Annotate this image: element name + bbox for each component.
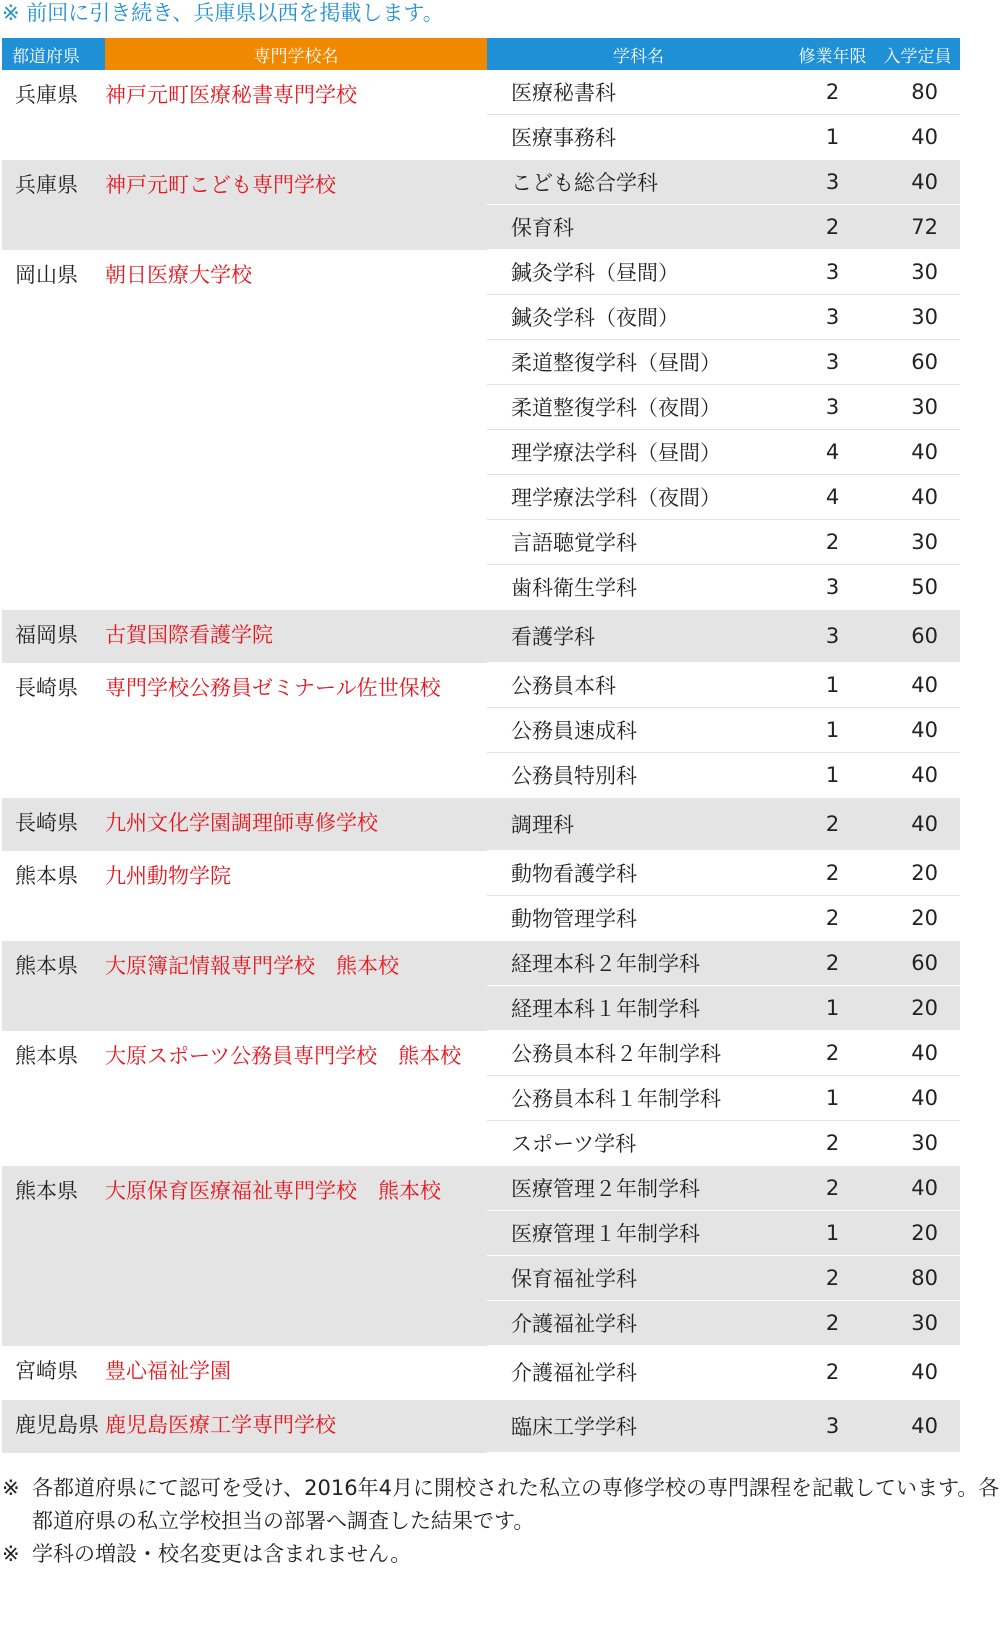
- capacity-cell: 40: [875, 753, 960, 798]
- school-name-cell: 大原簿記情報専門学校 熊本校: [105, 941, 487, 1031]
- prefecture-cell: 熊本県: [2, 941, 105, 1031]
- department-cell: 医療管理１年制学科: [487, 1211, 790, 1256]
- years-cell: 3: [790, 565, 875, 610]
- department-cell: こども総合学科: [487, 160, 790, 205]
- years-cell: 2: [790, 1256, 875, 1301]
- capacity-cell: 60: [875, 340, 960, 385]
- footnote-mark: ※: [2, 1542, 20, 1566]
- table-row: [2, 798, 960, 851]
- table-row: [2, 70, 960, 115]
- years-cell: 2: [790, 1346, 875, 1400]
- capacity-cell: 40: [875, 1031, 960, 1076]
- years-cell: 1: [790, 663, 875, 708]
- table-header-row: [2, 38, 960, 70]
- prefecture-cell: 鹿児島県: [2, 1399, 105, 1453]
- years-cell: 2: [790, 1166, 875, 1211]
- table-row: [2, 1346, 960, 1400]
- years-cell: 3: [790, 610, 875, 663]
- years-cell: 2: [790, 1121, 875, 1166]
- years-cell: 1: [790, 986, 875, 1031]
- school-name-cell: 古賀国際看護学院: [105, 610, 487, 663]
- department-cell: 介護福祉学科: [487, 1346, 790, 1400]
- years-cell: 2: [790, 70, 875, 115]
- capacity-cell: 20: [875, 896, 960, 941]
- prefecture-cell: 宮崎県: [2, 1346, 105, 1400]
- prefecture-cell: 長崎県: [2, 798, 105, 851]
- header-capacity: 入学定員: [875, 38, 960, 70]
- header-years: 修業年限: [790, 38, 875, 70]
- school-group: [2, 1399, 960, 1453]
- years-cell: 3: [790, 295, 875, 340]
- school-group: [2, 160, 960, 250]
- top-note: ※ 前回に引き続き、兵庫県以西を掲載します。: [2, 1, 444, 25]
- school-name-cell: 豊心福祉学園: [105, 1346, 487, 1400]
- years-cell: 1: [790, 1076, 875, 1121]
- department-cell: 医療秘書科: [487, 70, 790, 115]
- capacity-cell: 72: [875, 205, 960, 250]
- department-cell: 公務員速成科: [487, 708, 790, 753]
- department-cell: 鍼灸学科（夜間）: [487, 295, 790, 340]
- footnote: [2, 1538, 1000, 1571]
- prefecture-cell: 兵庫県: [2, 160, 105, 250]
- years-cell: 2: [790, 205, 875, 250]
- table-row: [2, 663, 960, 708]
- school-name-cell: 専門学校公務員ゼミナール佐世保校: [105, 675, 441, 700]
- school-group: [2, 250, 960, 610]
- capacity-cell: 30: [875, 520, 960, 565]
- capacity-cell: 40: [875, 663, 960, 708]
- department-cell: 公務員特別科: [487, 753, 790, 798]
- years-cell: 3: [790, 160, 875, 205]
- prefecture-cell: 兵庫県: [15, 83, 78, 107]
- years-cell: 2: [790, 941, 875, 986]
- header-prefecture: 都道府県: [2, 38, 105, 70]
- school-group: [2, 1166, 960, 1346]
- years-cell: 1: [790, 753, 875, 798]
- prefecture-cell: 長崎県: [15, 675, 78, 700]
- footnote-text: 学科の増設・校名変更は含まれません。: [32, 1542, 412, 1566]
- department-cell: 保育福祉学科: [487, 1256, 790, 1301]
- department-cell: 柔道整復学科（昼間）: [487, 340, 790, 385]
- years-cell: 2: [790, 851, 875, 896]
- capacity-cell: 40: [875, 1076, 960, 1121]
- years-cell: 3: [790, 1399, 875, 1453]
- years-cell: 1: [790, 115, 875, 160]
- capacity-cell: 50: [875, 565, 960, 610]
- years-cell: 4: [790, 430, 875, 475]
- schools-table: [2, 38, 960, 1453]
- capacity-cell: 30: [875, 1121, 960, 1166]
- department-cell: 介護福祉学科: [487, 1301, 790, 1346]
- school-group: [2, 941, 960, 1031]
- prefecture-cell: 福岡県: [2, 610, 105, 663]
- years-cell: 1: [790, 1211, 875, 1256]
- prefecture-cell: 熊本県: [15, 1043, 78, 1068]
- school-group: [2, 1031, 960, 1166]
- table-row: [2, 1031, 960, 1076]
- capacity-cell: 20: [875, 986, 960, 1031]
- department-cell: 公務員本科２年制学科: [487, 1031, 790, 1076]
- years-cell: 2: [790, 1031, 875, 1076]
- capacity-cell: 20: [875, 851, 960, 896]
- department-cell: 動物管理学科: [487, 896, 790, 941]
- capacity-cell: 40: [875, 708, 960, 753]
- school-name-cell: 大原スポーツ公務員専門学校 熊本校: [105, 1043, 462, 1068]
- school-name-cell: 神戸元町こども専門学校: [105, 160, 487, 250]
- department-cell: 医療事務科: [487, 115, 790, 160]
- school-name-cell: 九州文化学園調理師専修学校: [105, 798, 487, 851]
- school-group: [2, 610, 960, 663]
- department-cell: 保育科: [487, 205, 790, 250]
- years-cell: 1: [790, 708, 875, 753]
- capacity-cell: 40: [875, 475, 960, 520]
- capacity-cell: 60: [875, 941, 960, 986]
- school-name-cell: 神戸元町医療秘書専門学校: [105, 83, 357, 107]
- footnote-text: 各都道府県にて認可を受け、2016年4月に開校された私立の専修学校の専門課程を記載しています。各都道府県の私立学校担当の部署へ調査した結果です。: [32, 1476, 1000, 1533]
- years-cell: 4: [790, 475, 875, 520]
- capacity-cell: 40: [875, 798, 960, 851]
- capacity-cell: 40: [875, 1346, 960, 1400]
- years-cell: 2: [790, 1301, 875, 1346]
- years-cell: 2: [790, 896, 875, 941]
- capacity-cell: 40: [875, 115, 960, 160]
- capacity-cell: 40: [875, 1399, 960, 1453]
- years-cell: 3: [790, 340, 875, 385]
- department-cell: 柔道整復学科（夜間）: [487, 385, 790, 430]
- capacity-cell: 40: [875, 160, 960, 205]
- capacity-cell: 30: [875, 1301, 960, 1346]
- prefecture-cell: 岡山県: [15, 262, 78, 287]
- capacity-cell: 30: [875, 295, 960, 340]
- header-department: 学科名: [487, 38, 790, 70]
- capacity-cell: 30: [875, 250, 960, 295]
- school-group: [2, 1346, 960, 1400]
- table-row: [2, 1166, 960, 1211]
- department-cell: 公務員本科: [487, 663, 790, 708]
- department-cell: 理学療法学科（夜間）: [487, 475, 790, 520]
- table-row: [2, 941, 960, 986]
- school-group: [2, 70, 960, 160]
- prefecture-cell: 熊本県: [15, 863, 78, 888]
- capacity-cell: 80: [875, 70, 960, 115]
- department-cell: 言語聴覚学科: [487, 520, 790, 565]
- capacity-cell: 40: [875, 1166, 960, 1211]
- capacity-cell: 30: [875, 385, 960, 430]
- school-name-cell: 鹿児島医療工学専門学校: [105, 1399, 487, 1453]
- school-name-cell: 大原保育医療福祉専門学校 熊本校: [105, 1166, 487, 1346]
- years-cell: 2: [790, 798, 875, 851]
- department-cell: 調理科: [487, 798, 790, 851]
- table-row: [2, 1399, 960, 1453]
- years-cell: 3: [790, 385, 875, 430]
- capacity-cell: 20: [875, 1211, 960, 1256]
- school-group: [2, 663, 960, 798]
- department-cell: 理学療法学科（昼間）: [487, 430, 790, 475]
- school-name-cell: 朝日医療大学校: [105, 262, 252, 287]
- years-cell: 2: [790, 520, 875, 565]
- school-group: [2, 851, 960, 941]
- department-cell: 看護学科: [487, 610, 790, 663]
- table-row: [2, 160, 960, 205]
- school-name-cell: 九州動物学院: [105, 863, 231, 888]
- table-row: [2, 610, 960, 663]
- department-cell: スポーツ学科: [487, 1121, 790, 1166]
- department-cell: 歯科衛生学科: [487, 565, 790, 610]
- header-school-name: 専門学校名: [105, 38, 487, 70]
- years-cell: 3: [790, 250, 875, 295]
- department-cell: 経理本科１年制学科: [487, 986, 790, 1031]
- department-cell: 経理本科２年制学科: [487, 941, 790, 986]
- department-cell: 鍼灸学科（昼間）: [487, 250, 790, 295]
- table-row: [2, 250, 960, 295]
- department-cell: 臨床工学学科: [487, 1399, 790, 1453]
- prefecture-cell: 熊本県: [2, 1166, 105, 1346]
- school-group: [2, 798, 960, 851]
- footnotes: [2, 1472, 1000, 1571]
- department-cell: 医療管理２年制学科: [487, 1166, 790, 1211]
- table-row: [2, 851, 960, 896]
- department-cell: 動物看護学科: [487, 851, 790, 896]
- capacity-cell: 80: [875, 1256, 960, 1301]
- capacity-cell: 60: [875, 610, 960, 663]
- capacity-cell: 40: [875, 430, 960, 475]
- footnote-mark: ※: [2, 1476, 20, 1500]
- department-cell: 公務員本科１年制学科: [487, 1076, 790, 1121]
- footnote: [2, 1472, 1000, 1538]
